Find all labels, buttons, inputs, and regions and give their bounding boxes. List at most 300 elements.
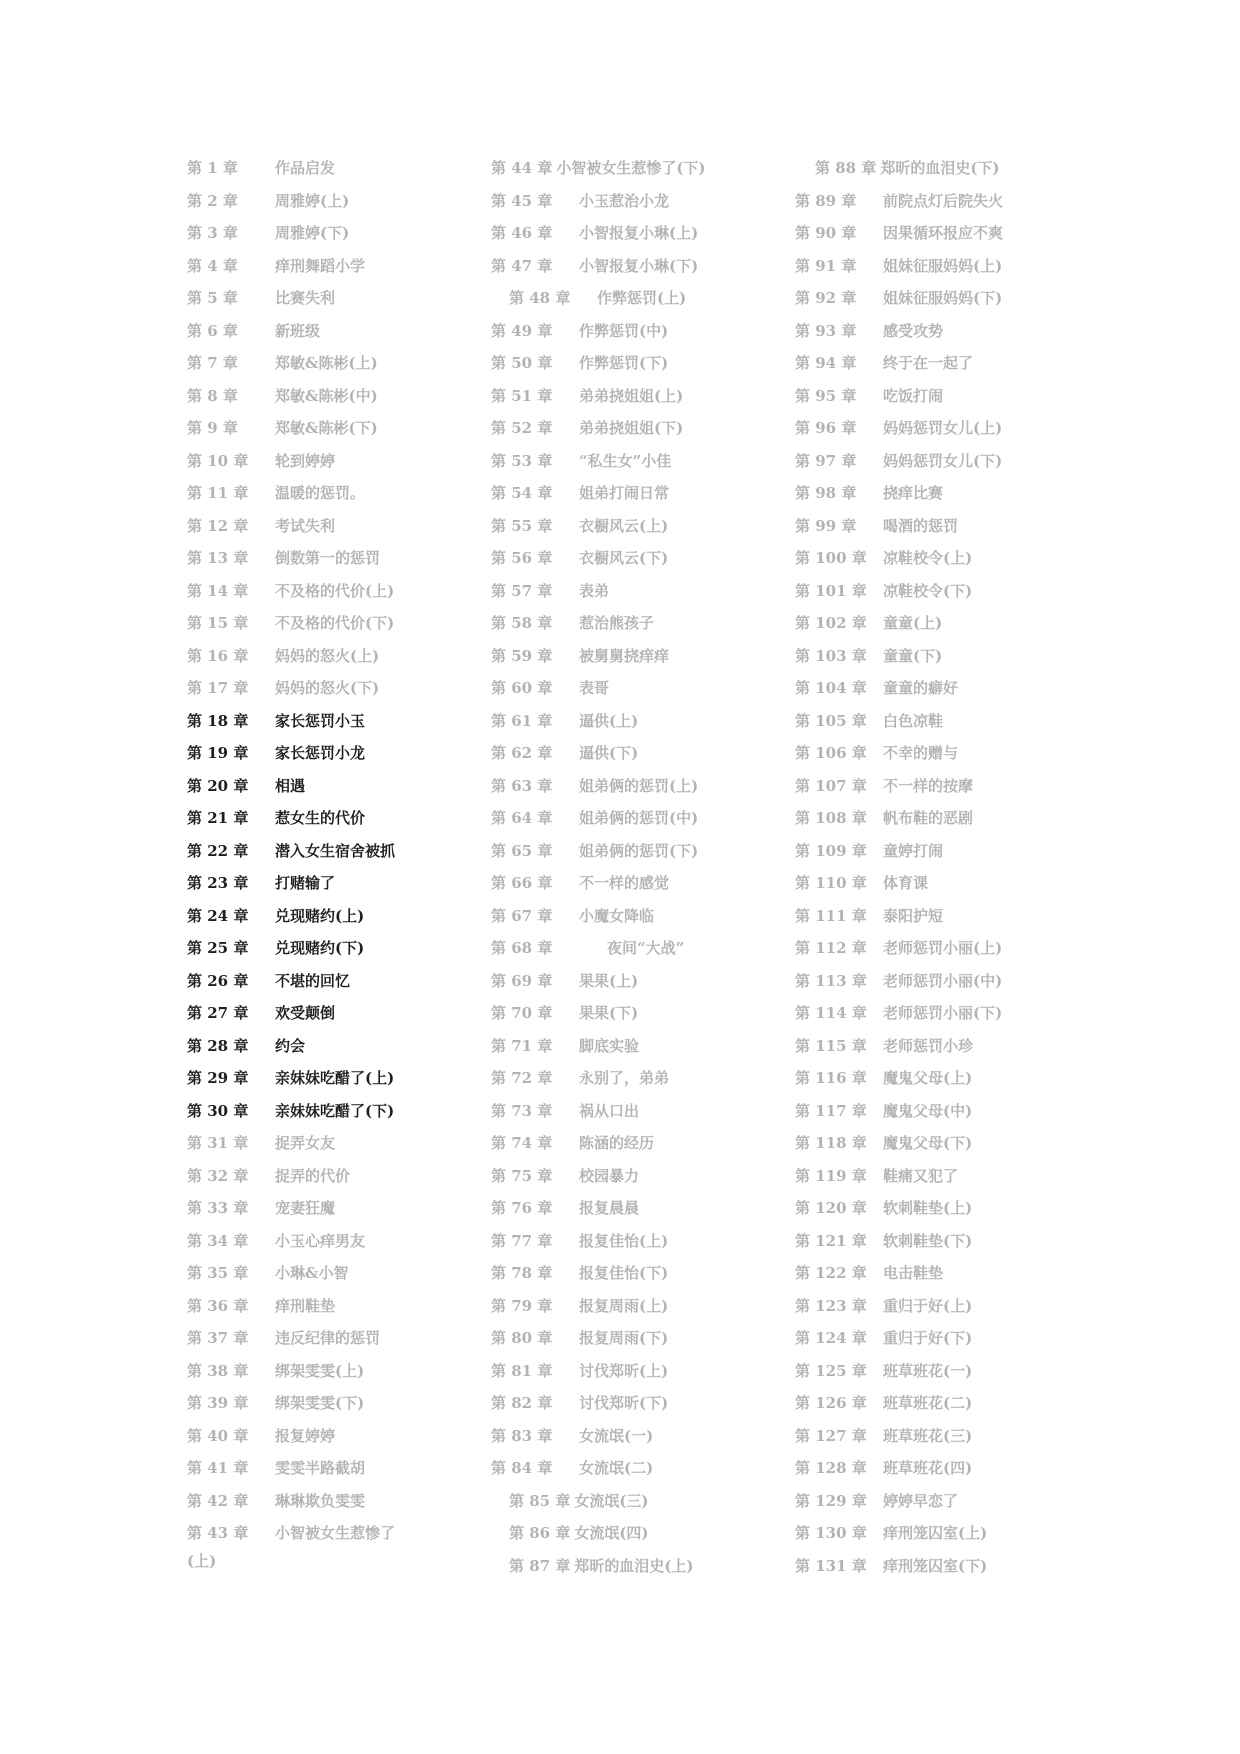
chapter-number: 第 116 章 [795,1069,867,1087]
toc-entry[interactable] [795,1192,1085,1225]
toc-entry[interactable] [187,1387,477,1420]
toc-entry[interactable] [491,932,781,965]
chapter-title: 妈妈的怒火(下) [275,679,380,697]
chapter-title: 弟弟挠姐姐(下) [579,419,684,437]
chapter-number: 第 53 章 [491,451,553,470]
chapter-number: 第 9 章 [187,419,238,437]
toc-entry[interactable] [187,1160,477,1193]
toc-entry[interactable] [491,867,781,900]
chapter-title: 逼供(上) [579,711,639,730]
chapter-title: 电击鞋垫 [883,1264,944,1282]
toc-entry[interactable] [795,1257,1085,1290]
chapter-number: 第 38 章 [187,1361,249,1380]
chapter-number: 第 30 章 [187,1101,249,1120]
toc-column-2 [491,152,781,1582]
chapter-number: 第 58 章 [491,614,553,632]
chapter-title: 宠妻狂魔 [275,1199,336,1217]
chapter-title: 衣橱风云(下) [579,549,669,567]
toc-entry[interactable] [491,1062,781,1095]
chapter-title: 果果(下) [579,1004,639,1022]
chapter-number: 第 73 章 [491,1101,553,1120]
chapter-title: 班草班花(二) [883,1394,973,1412]
toc-entry[interactable] [491,185,781,218]
toc-entry[interactable] [491,1290,781,1323]
chapter-number: 第 126 章 [795,1394,867,1412]
toc-entry[interactable] [795,1030,1085,1063]
toc-entry[interactable] [187,965,477,998]
chapter-title: 周雅婷(上) [275,191,350,210]
chapter-number: 第 42 章 [187,1491,249,1510]
chapter-number: 第 65 章 [491,841,553,860]
toc-entry[interactable] [795,1160,1085,1193]
toc-entry[interactable] [795,510,1085,543]
chapter-number: 第 61 章 [491,711,553,730]
toc-entry[interactable] [187,217,477,250]
chapter-number: 第 103 章 [795,646,867,665]
toc-entry[interactable] [795,250,1085,283]
chapter-title: 逼供(下) [579,744,639,762]
toc-entry[interactable] [795,1127,1085,1160]
chapter-number: 第 36 章 [187,1296,249,1315]
toc-entry[interactable] [795,1485,1085,1518]
toc-entry[interactable] [187,867,477,900]
toc-entry[interactable] [187,445,477,478]
toc-entry[interactable] [795,282,1085,315]
chapter-number: 第 34 章 [187,1231,249,1250]
toc-entry[interactable] [187,347,477,380]
toc-entry[interactable] [187,640,477,673]
toc-entry[interactable] [491,380,781,413]
chapter-title: 童婷打闹 [883,841,944,860]
chapter-number: 第 56 章 [491,549,553,567]
chapter-number: 第 26 章 [187,971,249,990]
chapter-number: 第 97 章 [795,451,857,470]
toc-entry[interactable] [795,315,1085,348]
toc-entry[interactable] [795,445,1085,478]
chapter-number: 第 55 章 [491,516,553,535]
chapter-number: 第 19 章 [187,744,249,762]
chapter-number: 第 54 章 [491,484,553,502]
toc-entry[interactable] [491,510,781,543]
chapter-number: 第 11 章 [187,484,249,502]
chapter-title: 女流氓(三) [574,1491,649,1510]
chapter-title: 痒刑舞蹈小学 [275,256,366,275]
chapter-number: 第 33 章 [187,1199,249,1217]
chapter-number: 第 32 章 [187,1166,249,1185]
chapter-number: 第 106 章 [795,744,867,762]
toc-entry[interactable] [187,1517,477,1570]
chapter-title: 周雅婷(下) [275,224,350,242]
toc-entry[interactable] [795,1062,1085,1095]
chapter-number: 第 115 章 [795,1036,867,1055]
chapter-title: 绑架雯雯(上) [275,1361,365,1380]
chapter-title: 小琳&小智 [275,1264,349,1282]
chapter-title: 挠痒比赛 [883,484,944,502]
toc-entry[interactable] [795,217,1085,250]
toc-entry[interactable] [795,900,1085,933]
toc-entry[interactable] [491,672,781,705]
chapter-number: 第 41 章 [187,1459,249,1477]
chapter-title: 不一样的感觉 [579,874,670,892]
chapter-title: 感受攻势 [883,321,944,340]
toc-entry[interactable] [187,510,477,543]
toc-entry[interactable] [491,1225,781,1258]
chapter-title: 兑现赌约(上) [275,906,365,925]
toc-entry[interactable] [795,1517,1085,1550]
toc-entry[interactable] [187,1355,477,1388]
toc-entry[interactable] [491,640,781,673]
toc-entry[interactable] [491,997,781,1030]
toc-entry[interactable] [187,607,477,640]
chapter-number: 第 109 章 [795,841,867,860]
toc-entry[interactable] [491,347,781,380]
chapter-number: 第 114 章 [795,1004,867,1022]
toc-entry[interactable] [491,1387,781,1420]
toc-entry[interactable] [491,575,781,608]
toc-entry[interactable] [187,185,477,218]
chapter-title: 报复周雨(下) [579,1329,669,1347]
chapter-number: 第 52 章 [491,419,553,437]
chapter-title: 雯雯半路截胡 [275,1459,366,1477]
chapter-title: 软刺鞋垫(下) [883,1231,973,1250]
toc-entry[interactable] [187,1095,477,1128]
toc-entry[interactable] [491,1192,781,1225]
chapter-number: 第 91 章 [795,256,857,275]
toc-entry[interactable] [187,1030,477,1063]
chapter-number: 第 74 章 [491,1134,553,1152]
chapter-number: 第 128 章 [795,1459,867,1477]
toc-entry[interactable] [795,1550,1085,1583]
chapter-title: 女流氓(一) [579,1426,654,1445]
toc-entry[interactable] [795,185,1085,218]
chapter-title: 郑敏&陈彬(下) [275,419,378,437]
chapter-number: 第 94 章 [795,354,857,372]
toc-entry[interactable] [187,1225,477,1258]
chapter-title: 作弊惩罚(上) [597,289,687,307]
toc-entry[interactable] [795,1420,1085,1453]
chapter-number: 第 50 章 [491,354,553,372]
chapter-title: 表哥 [579,679,610,697]
toc-entry[interactable] [187,1420,477,1453]
toc-entry[interactable] [491,900,781,933]
chapter-number: 第 7 章 [187,354,238,372]
chapter-title: 报复佳怡(上) [579,1231,669,1250]
toc-entry[interactable] [795,347,1085,380]
chapter-number: 第 119 章 [795,1166,867,1185]
chapter-number: 第 22 章 [187,841,249,860]
toc-entry[interactable] [795,575,1085,608]
chapter-number: 第 124 章 [795,1329,867,1347]
chapter-title: 班草班花(三) [883,1426,973,1445]
chapter-number: 第 118 章 [795,1134,867,1152]
chapter-number: 第 71 章 [491,1036,553,1055]
chapter-number: 第 5 章 [187,289,238,307]
chapter-title: 讨伐郑昕(上) [579,1361,669,1380]
chapter-number: 第 44 章 [491,159,553,177]
toc-entry[interactable] [491,705,781,738]
toc-entry[interactable] [187,250,477,283]
toc-entry[interactable] [187,575,477,608]
chapter-title: 捉弄的代价 [275,1166,351,1185]
chapter-title-continuation: (上) [187,1552,217,1570]
chapter-number: 第 31 章 [187,1134,249,1152]
chapter-number: 第 21 章 [187,809,249,827]
chapter-title: 魔鬼父母(上) [883,1069,973,1087]
chapter-number: 第 121 章 [795,1231,867,1250]
toc-entry[interactable] [187,770,477,803]
chapter-title: 童童(下) [883,646,943,665]
toc-entry[interactable] [491,445,781,478]
chapter-title: 温暖的惩罚。 [275,484,366,502]
chapter-number: 第 90 章 [795,224,857,242]
chapter-number: 第 72 章 [491,1069,553,1087]
chapter-title: 捉弄女友 [275,1134,336,1152]
chapter-number: 第 86 章 [509,1524,571,1542]
chapter-title: 倒数第一的惩罚 [275,549,381,567]
chapter-number: 第 25 章 [187,939,249,957]
chapter-title: 报复佳怡(下) [579,1264,669,1282]
chapter-number: 第 110 章 [795,874,867,892]
chapter-number: 第 98 章 [795,484,857,502]
toc-entry[interactable] [187,412,477,445]
chapter-title: 兑现赌约(下) [275,939,365,957]
chapter-title: 郑敏&陈彬(上) [275,354,378,372]
chapter-number: 第 17 章 [187,679,249,697]
toc-entry[interactable] [795,770,1085,803]
chapter-title: 妈妈的怒火(上) [275,646,380,665]
toc-entry[interactable] [187,802,477,835]
chapter-number: 第 2 章 [187,191,238,210]
chapter-number: 第 45 章 [491,191,553,210]
chapter-number: 第 51 章 [491,386,553,405]
chapter-number: 第 70 章 [491,1004,553,1022]
toc-entry[interactable] [491,1030,781,1063]
chapter-number: 第 67 章 [491,906,553,925]
chapter-number: 第 29 章 [187,1069,249,1087]
toc-entry[interactable] [795,1095,1085,1128]
chapter-title: 小智报复小琳(上) [579,224,699,242]
toc-entry[interactable] [491,1485,781,1518]
toc-entry[interactable] [795,152,1085,185]
chapter-title: 姐弟俩的惩罚(上) [579,776,699,795]
toc-entry[interactable] [795,867,1085,900]
toc-entry[interactable] [187,835,477,868]
chapter-number: 第 117 章 [795,1101,867,1120]
chapter-number: 第 129 章 [795,1491,867,1510]
toc-entry[interactable] [491,542,781,575]
toc-entry[interactable] [491,477,781,510]
chapter-number: 第 47 章 [491,256,553,275]
chapter-title: 班草班花(一) [883,1361,973,1380]
toc-entry[interactable] [795,1225,1085,1258]
chapter-title: 姐妹征服妈妈(下) [883,289,1003,307]
toc-entry[interactable] [187,672,477,705]
toc-entry[interactable] [187,152,477,185]
chapter-title: 老师惩罚小珍 [883,1036,974,1055]
toc-entry[interactable] [491,607,781,640]
toc-entry[interactable] [187,1127,477,1160]
chapter-title: 欢受颠倒 [275,1004,336,1022]
toc-entry[interactable] [187,542,477,575]
chapter-number: 第 3 章 [187,224,238,242]
chapter-number: 第 8 章 [187,386,238,405]
chapter-number: 第 49 章 [491,321,553,340]
toc-entry[interactable] [795,705,1085,738]
toc-column-3 [795,152,1085,1582]
toc-entry[interactable] [187,380,477,413]
chapter-title: 家长惩罚小龙 [275,744,366,762]
chapter-number: 第 102 章 [795,614,867,632]
chapter-title: 痒刑笼囚室(下) [883,1556,988,1575]
chapter-title: 魔鬼父母(下) [883,1134,973,1152]
chapter-title: 报复周雨(上) [579,1296,669,1315]
chapter-number: 第 131 章 [795,1556,867,1575]
chapter-number: 第 18 章 [187,711,249,730]
chapter-title: 老师惩罚小丽(上) [883,939,1003,957]
chapter-number: 第 27 章 [187,1004,249,1022]
toc-entry[interactable] [795,835,1085,868]
chapter-number: 第 68 章 [491,939,553,957]
toc-entry[interactable] [491,737,781,770]
chapter-title: 新班级 [275,321,321,340]
toc-entry[interactable] [491,1160,781,1193]
toc-entry[interactable] [795,1452,1085,1485]
chapter-number: 第 76 章 [491,1199,553,1217]
chapter-title: 报复婷婷 [275,1426,336,1445]
chapter-number: 第 66 章 [491,874,553,892]
chapter-title: 不幸的赠与 [883,744,959,762]
toc-entry[interactable] [795,412,1085,445]
chapter-title: 考试失利 [275,516,336,535]
toc-entry[interactable] [491,1550,781,1583]
chapter-title: 痒刑笼囚室(上) [883,1524,988,1542]
toc-entry[interactable] [187,997,477,1030]
chapter-title: 魔鬼父母(中) [883,1101,973,1120]
toc-entry[interactable] [491,835,781,868]
chapter-number: 第 107 章 [795,776,867,795]
toc-entry[interactable] [187,1192,477,1225]
toc-entry[interactable] [795,607,1085,640]
chapter-number: 第 69 章 [491,971,553,990]
toc-entry[interactable] [491,1355,781,1388]
chapter-title: 吃饭打闹 [883,386,944,405]
toc-entry[interactable] [187,1322,477,1355]
chapter-number: 第 89 章 [795,191,857,210]
chapter-title: 凉鞋校令(下) [883,581,973,600]
toc-entry[interactable] [795,1387,1085,1420]
chapter-number: 第 28 章 [187,1036,249,1055]
toc-entry[interactable] [491,1452,781,1485]
toc-entry[interactable] [187,737,477,770]
chapter-number: 第 95 章 [795,386,857,405]
toc-entry[interactable] [795,380,1085,413]
toc-entry[interactable] [795,932,1085,965]
toc-entry[interactable] [491,315,781,348]
chapter-title: 重归于好(上) [883,1296,973,1315]
chapter-title: 凉鞋校令(上) [883,549,973,567]
toc-entry[interactable] [187,1485,477,1518]
toc-entry[interactable] [187,705,477,738]
chapter-number: 第 79 章 [491,1296,553,1315]
chapter-number: 第 122 章 [795,1264,867,1282]
chapter-number: 第 88 章 [815,159,877,177]
chapter-title: 前院点灯后院失火 [883,191,1004,210]
chapter-title: 小智被女生惹惨了(下) [556,159,706,177]
chapter-title: 作弊惩罚(中) [579,321,669,340]
chapter-number: 第 13 章 [187,549,249,567]
chapter-title: 体育课 [883,874,929,892]
chapter-number: 第 20 章 [187,776,249,795]
chapter-title: 弟弟挠姐姐(上) [579,386,684,405]
toc-entry[interactable] [491,250,781,283]
toc-entry[interactable] [491,802,781,835]
chapter-title: 童童的癖好 [883,679,959,697]
toc-entry[interactable] [491,1322,781,1355]
toc-entry[interactable] [187,477,477,510]
chapter-title: 妈妈惩罚女儿(下) [883,451,1003,470]
chapter-title: 表弟 [579,581,610,600]
toc-entry[interactable] [795,802,1085,835]
toc-entry[interactable] [491,1127,781,1160]
chapter-title: 作弊惩罚(下) [579,354,669,372]
toc-entry[interactable] [795,737,1085,770]
chapter-number: 第 113 章 [795,971,867,990]
chapter-title: 姐弟俩的惩罚(下) [579,841,699,860]
chapter-number: 第 125 章 [795,1361,867,1380]
toc-entry[interactable] [491,282,781,315]
toc-entry[interactable] [795,672,1085,705]
chapter-title: 果果(上) [579,971,639,990]
toc-entry[interactable] [491,152,781,185]
chapter-number: 第 81 章 [491,1361,553,1380]
chapter-number: 第 127 章 [795,1426,867,1445]
toc-entry[interactable] [491,412,781,445]
toc-entry[interactable] [795,477,1085,510]
toc-entry[interactable] [491,1257,781,1290]
toc-entry[interactable] [795,640,1085,673]
toc-entry[interactable] [187,932,477,965]
toc-entry[interactable] [795,1322,1085,1355]
toc-entry[interactable] [187,1290,477,1323]
chapter-number: 第 35 章 [187,1264,249,1282]
toc-entry[interactable] [187,282,477,315]
chapter-number: 第 101 章 [795,581,867,600]
toc-entry[interactable] [491,770,781,803]
toc-entry[interactable] [795,965,1085,998]
toc-entry[interactable] [491,965,781,998]
toc-entry[interactable] [795,997,1085,1030]
toc-entry[interactable] [795,1290,1085,1323]
toc-entry[interactable] [795,1355,1085,1388]
toc-entry[interactable] [795,542,1085,575]
toc-entry[interactable] [187,1257,477,1290]
chapter-number: 第 48 章 [509,289,571,307]
toc-entry[interactable] [491,1420,781,1453]
toc-entry[interactable] [187,1452,477,1485]
chapter-number: 第 111 章 [795,906,867,925]
toc-entry[interactable] [491,1095,781,1128]
toc-entry[interactable] [491,1517,781,1550]
toc-entry[interactable] [187,1062,477,1095]
chapter-title: 小智被女生惹惨了 [275,1524,396,1542]
toc-column-1 [187,152,477,1570]
chapter-number: 第 84 章 [491,1459,553,1477]
chapter-number: 第 78 章 [491,1264,553,1282]
toc-entry[interactable] [491,217,781,250]
toc-entry[interactable] [187,315,477,348]
toc-entry[interactable] [187,900,477,933]
chapter-number: 第 104 章 [795,679,867,697]
